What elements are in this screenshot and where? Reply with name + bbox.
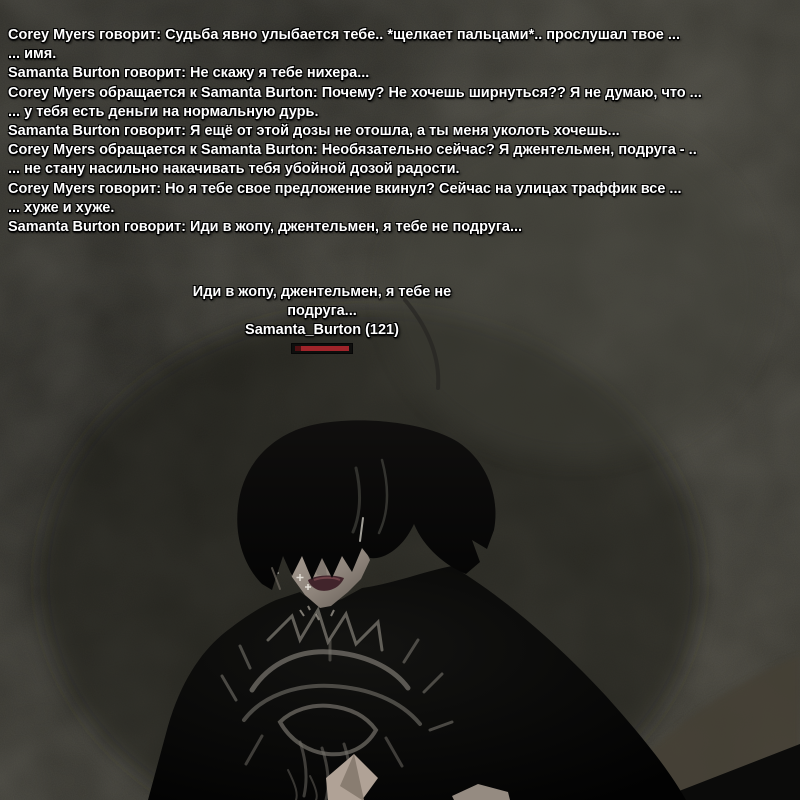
chat-line: ... хуже и хуже. <box>8 199 115 216</box>
chat-log <box>8 26 800 237</box>
chat-line: Corey Myers обращается к Samanta Burton: Почему? Не хочешь ширнуться?? Я не думаю, что ... <box>8 84 702 101</box>
health-fill <box>301 346 349 351</box>
chat-line: Corey Myers говорит: Судьба явно улыбается тебе.. *щелкает пальцами*.. прослушал твое ... <box>8 27 680 43</box>
chat-line: Corey Myers говорит: Но я тебе свое предложение вкинул? Сейчас на улицах траффик все ... <box>8 180 682 197</box>
player-nametag: Samanta_Burton (121) <box>245 322 399 338</box>
chat-line: ... имя. <box>8 46 57 63</box>
overhead-info <box>122 283 522 354</box>
chat-line: ... не стану насильно накачивать тебя убойной дозой радости. <box>8 161 460 178</box>
chat-line: Corey Myers обращается к Samanta Burton: Необязательно сейчас? Я джентельмен, подруга - .. <box>8 142 697 159</box>
chat-line: ... у тебя есть деньги на нормальную дурь. <box>8 103 319 120</box>
speech-bubble-line: Иди в жопу, джентельмен, я тебе не <box>192 284 452 300</box>
chat-line: Samanta Burton говорит: Иди в жопу, джентельмен, я тебе не подруга... <box>8 219 523 236</box>
health-bar <box>291 343 353 354</box>
chat-line: Samanta Burton говорит: Я ещё от этой дозы не отошла, а ты меня уколоть хочешь... <box>8 123 620 140</box>
speech-bubble-line: подруга... <box>287 303 357 319</box>
health-track <box>295 346 349 351</box>
chat-line: Samanta Burton говорит: Не скажу я тебе нихера... <box>8 65 370 82</box>
